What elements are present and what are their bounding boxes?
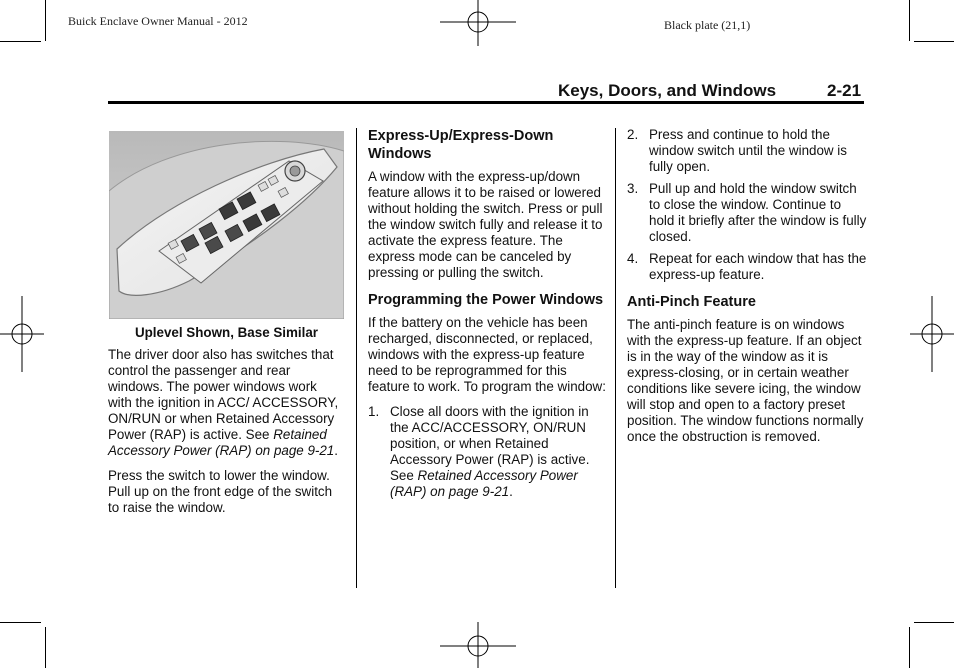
manual-title: Buick Enclave Owner Manual - 2012	[68, 14, 248, 28]
column-1	[108, 347, 344, 525]
list-item: 3. Pull up and hold the window switch to close the window. Continue to hold it briefly after the window is fully closed.	[627, 181, 867, 244]
column-divider	[356, 128, 357, 588]
steps-list	[368, 404, 608, 500]
registration-mark-right	[910, 296, 954, 372]
heading-programming-windows: Programming the Power Windows	[368, 292, 604, 308]
window-switch-illustration	[109, 131, 344, 319]
header-rule	[108, 101, 864, 104]
column-divider	[615, 128, 616, 588]
paragraph: The driver door also has switches that control the passenger and rear windows. The power windows work with the ignition in ACC/ ACCESSORY, ON/RUN or when Retained Accessory Power (RAP) is active. See Retained Accessory Power (RAP) on page 9-21.	[108, 347, 339, 458]
cross-reference-link[interactable]: Retained Accessory Power (RAP) on page 9-21	[390, 468, 578, 499]
registration-mark-left	[0, 296, 44, 372]
column-3	[627, 127, 867, 454]
paragraph: If the battery on the vehicle has been recharged, disconnected, or replaced, windows with the express-up feature need to be reprogrammed for this feature to work. To program the window:	[368, 315, 606, 394]
page-number: 2-21	[827, 81, 862, 100]
list-item: 4. Repeat for each window that has the express-up feature.	[627, 251, 867, 282]
list-item: 2. Press and continue to hold the window switch until the window is fully open.	[627, 127, 847, 174]
paragraph: The anti-pinch feature is on windows with the express-up feature. If an object is in the way of the window as it is express-closing, or in certain weather conditions like severe icing, the window will stop and open to a factory preset position. The window functions normally once the obstruction is removed.	[627, 317, 864, 444]
heading-anti-pinch: Anti-Pinch Feature	[627, 294, 756, 310]
figure-caption: Uplevel Shown, Base Similar	[134, 325, 319, 340]
cross-reference-link[interactable]: Retained Accessory Power (RAP) on page 9-21	[108, 427, 335, 458]
registration-mark-top	[440, 0, 516, 46]
steps-list	[627, 127, 867, 283]
column-2	[368, 127, 608, 506]
plate-label: Black plate (21,1)	[664, 18, 751, 32]
list-item: 1. Close all doors with the ignition in the ACC/ACCESSORY, ON/RUN position, or when Retained Accessory Power (RAP) is active. See Retained Accessory Power (RAP) on page 9-21.	[368, 404, 590, 499]
heading-express-windows: Express-Up/Express-Down Windows	[368, 128, 554, 162]
section-title: Keys, Doors, and Windows	[558, 81, 777, 100]
paragraph: Press the switch to lower the window. Pull up on the front edge of the switch to raise the window.	[108, 468, 333, 515]
paragraph: A window with the express-up/down feature allows it to be raised or lowered without holding the switch. Press or pull the window switch fully and release it to activate the express feature. The express mode can be canceled by pressing or pulling the switch.	[368, 169, 603, 280]
registration-mark-bottom	[440, 622, 516, 668]
